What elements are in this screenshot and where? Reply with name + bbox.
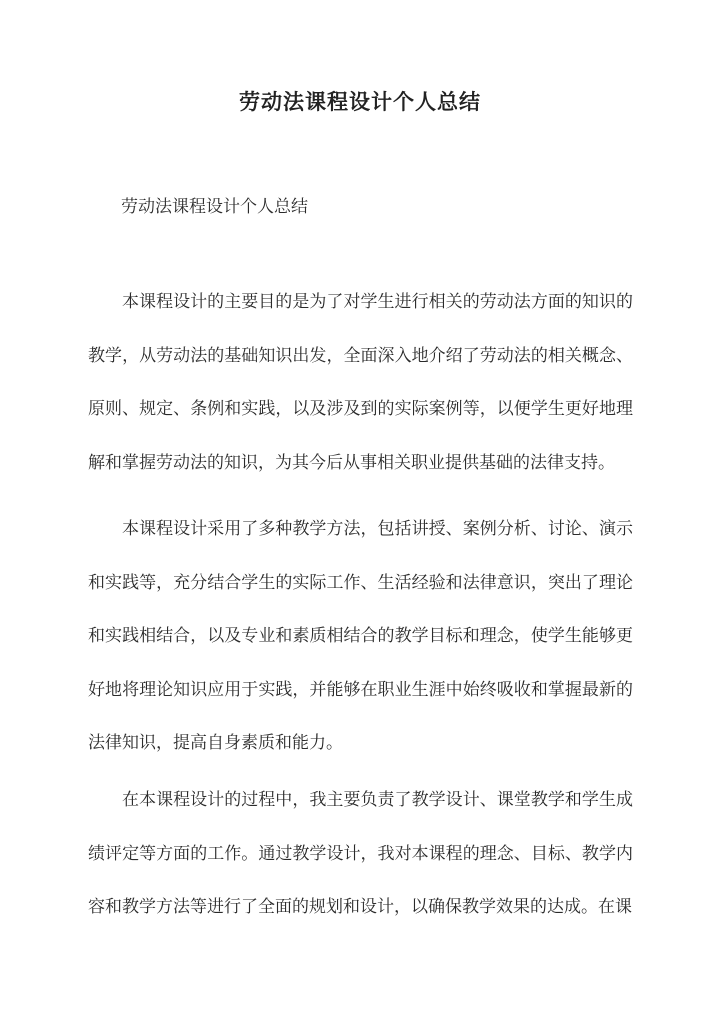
document-title: 劳动法课程设计个人总结: [239, 89, 481, 114]
paragraph-1: 本课程设计的主要目的是为了对学生进行相关的劳动法方面的知识的教学，从劳动法的基础知识出发，全面深入地介绍了劳动法的相关概念、原则、规定、条例和实践，以及涉及到的实际案例等，以便学生更好地理解和掌握劳动法的知识，为其今后从事相关职业提供基础的法律支持。: [88, 292, 633, 473]
paragraph-2: 本课程设计采用了多种教学方法，包括讲授、案例分析、讨论、演示和实践等，充分结合学生的实际工作、生活经验和法律意识，突出了理论和实践相结合，以及专业和素质相结合的教学目标和理念，使学生能够更好地将理论知识应用于实践，并能够在职业生涯中始终吸收和掌握最新的法律知识，提高自身素质和能力。: [88, 519, 633, 753]
paragraph-3: 在本课程设计的过程中，我主要负责了教学设计、课堂教学和学生成绩评定等方面的工作。通过教学设计，我对本课程的理念、目标、教学内容和教学方法等进行了全面的规划和设计，以确保教学效果的达成。在课: [88, 790, 633, 917]
document-subtitle: 劳动法课程设计个人总结: [121, 197, 308, 217]
